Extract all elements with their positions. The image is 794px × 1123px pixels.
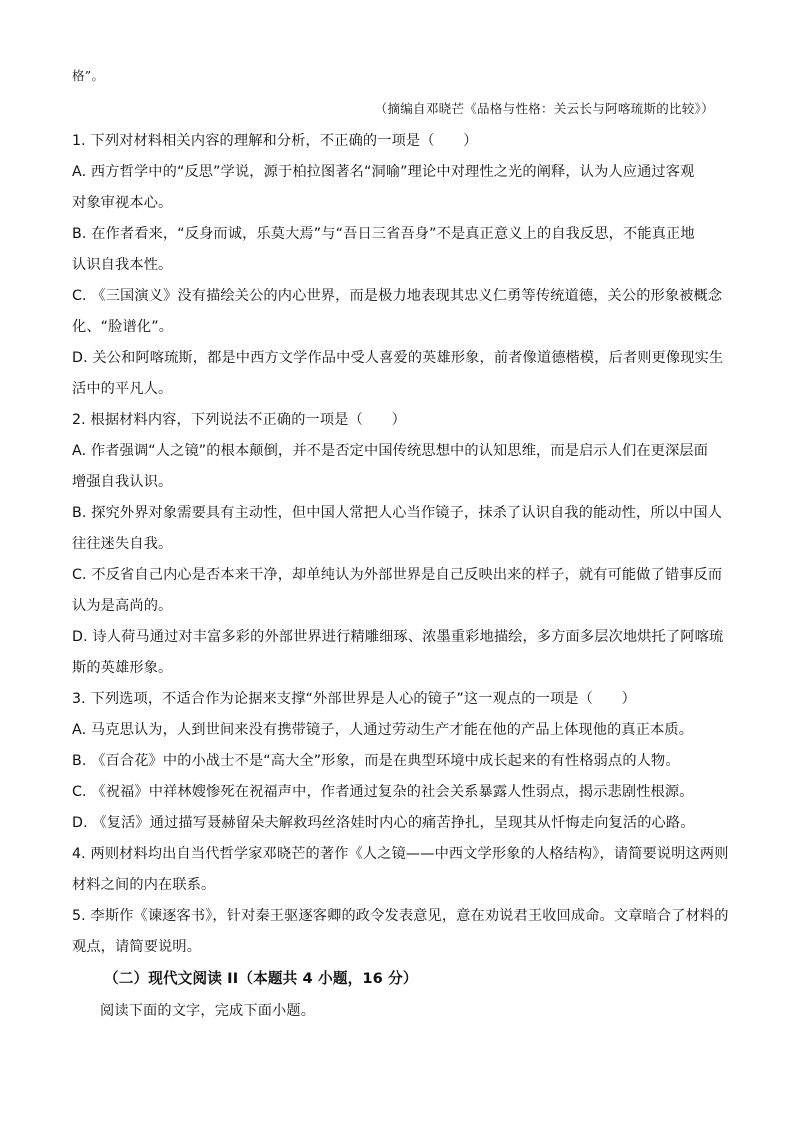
section-heading: （二）现代文阅读 II（本题共 4 小题，16 分） xyxy=(104,970,418,987)
question-4-stem-cont: 材料之间的内在联系。 xyxy=(72,877,216,893)
q2-option-b-cont: 往往迷失自我。 xyxy=(72,536,173,552)
q2-option-c-cont: 认为是高尚的。 xyxy=(72,598,173,614)
q1-option-a-cont: 对象审视本心。 xyxy=(72,195,173,211)
question-4-stem: 4. 两则材料均出自当代哲学家邓晓芒的著作《人之镜——中西文学形象的人格结构》，请简要说明这两则 xyxy=(72,846,729,862)
q2-option-d-cont: 斯的英雄形象。 xyxy=(72,660,173,676)
question-5-stem-cont: 观点，请简要说明。 xyxy=(72,939,202,955)
q1-option-c: C. 《三国演义》没有描绘关公的内心世界，而是极力地表现其忠义仁勇等传统道德，关公的形象被概念 xyxy=(72,288,723,304)
intro-tail: 格”。 xyxy=(72,68,105,83)
reading-instruction: 阅读下面的文字，完成下面小题。 xyxy=(100,1003,316,1019)
q2-option-d: D. 诗人荷马通过对丰富多彩的外部世界进行精雕细琢、浓墨重彩地描绘，多方面多层次地烘托了阿喀琉 xyxy=(72,629,724,645)
question-1-stem: 1. 下列对材料相关内容的理解和分析，不正确的一项是（ ） xyxy=(72,133,478,149)
q3-option-a: A. 马克思认为，人到世间来没有携带镜子，人通过劳动生产才能在他的产品上体现他的真正本质。 xyxy=(72,722,694,738)
q3-option-b: B. 《百合花》中的小战士不是“高大全”形象，而是在典型环境中成长起来的有性格弱点的人物。 xyxy=(72,753,680,769)
citation: （摘编自邓晓芒《品格与性格：关云长与阿喀琉斯的比较》） xyxy=(374,101,714,116)
q1-option-d-cont: 活中的平凡人。 xyxy=(72,381,173,397)
q3-option-c: C. 《祝福》中祥林嫂惨死在祝福声中，作者通过复杂的社会关系暴露人性弱点，揭示悲剧性根源。 xyxy=(72,784,694,800)
q2-option-a-cont: 增强自我认识。 xyxy=(72,474,173,490)
q1-option-a: A. 西方哲学中的“反思”学说，源于柏拉图著名“洞喻”理论中对理性之光的阐释，认为人应通过客观 xyxy=(72,164,695,180)
q2-option-c: C. 不反省自己内心是否本来干净，却单纯认为外部世界是自己反映出来的样子，就有可能做了错事反而 xyxy=(72,567,723,583)
q1-option-b-cont: 认识自我本性。 xyxy=(72,257,173,273)
q1-option-d: D. 关公和阿喀琉斯，都是中西方文学作品中受人喜爱的英雄形象，前者像道德楷模，后者则更像现实生 xyxy=(72,350,724,366)
q1-option-c-cont: 化、“脸谱化”。 xyxy=(72,319,174,335)
question-3-stem: 3. 下列选项，不适合作为论据来支撑“外部世界是人心的镜子”这一观点的一项是（ ） xyxy=(72,691,636,707)
q1-option-b: B. 在作者看来，“反身而诚，乐莫大焉”与“吾日三省吾身”不是真正意义上的自我反思，不能真正地 xyxy=(72,226,695,242)
q2-option-a: A. 作者强调“人之镜”的根本颠倒，并不是否定中国传统思想中的认知思维，而是启示人们在更深层面 xyxy=(72,443,709,459)
q3-option-d: D. 《复活》通过描写聂赫留朵夫解救玛丝洛娃时内心的痛苦挣扎，呈现其从忏悔走向复活的心路。 xyxy=(72,815,695,831)
question-2-stem: 2. 根据材料内容，下列说法不正确的一项是（ ） xyxy=(72,412,406,428)
question-5-stem: 5. 李斯作《谏逐客书》，针对秦王驱逐客卿的政令发表意见，意在劝说君王收回成命。文章暗合了材料的 xyxy=(72,908,729,924)
q2-option-b: B. 探究外界对象需要具有主动性，但中国人常把人心当作镜子，抹杀了认识自我的能动性，所以中国人 xyxy=(72,505,723,521)
